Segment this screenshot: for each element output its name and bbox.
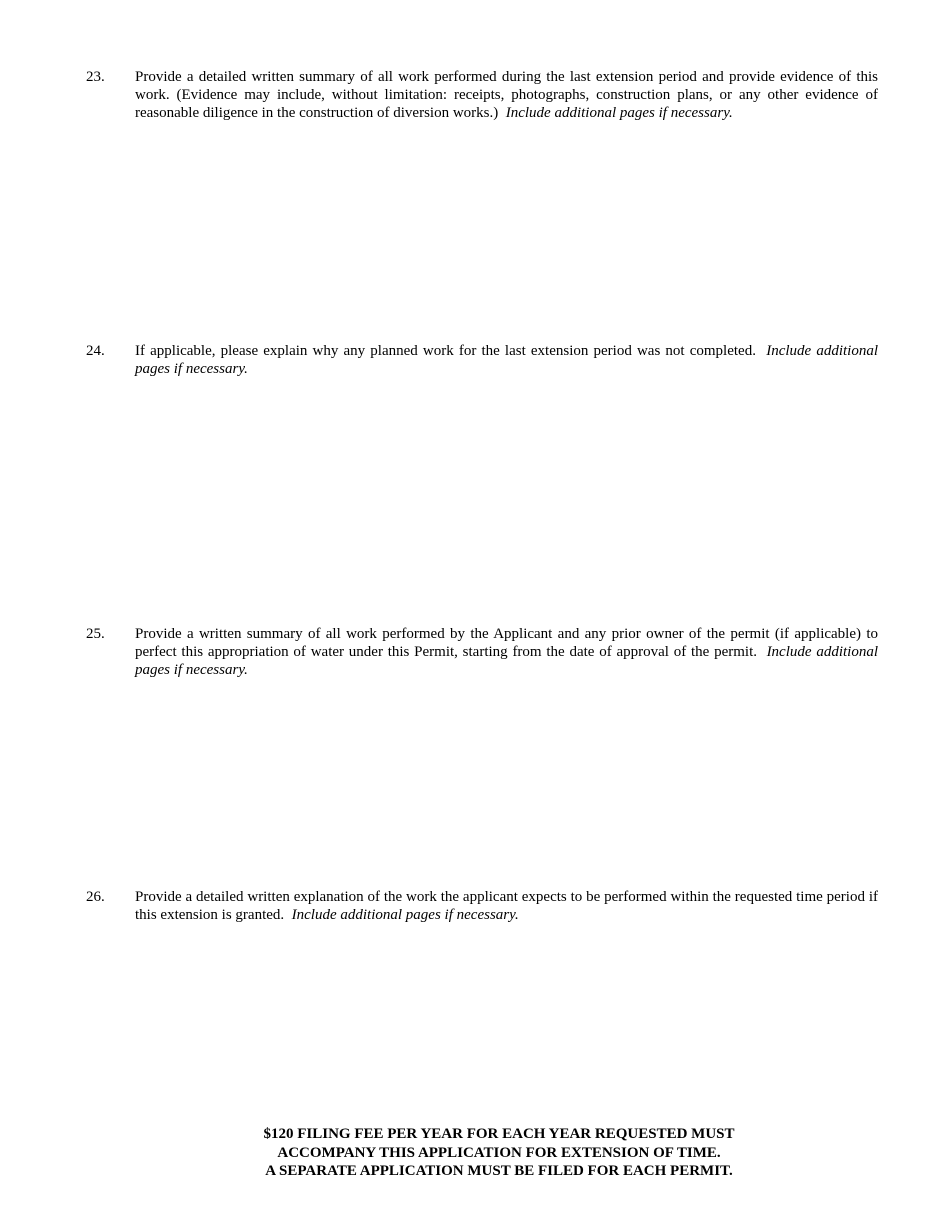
- question-text: [135, 342, 878, 378]
- question-body: Provide a detailed written explanation of the work the applicant expects to be performed within the requested time period if this extension is granted.: [135, 889, 878, 923]
- question-26: [86, 888, 878, 924]
- question-body: Provide a written summary of all work performed by the Applicant and any prior owner of the permit (if applicable) to perfect this appropriation of water under this Permit, starting from the date of approval of the permit.: [135, 626, 878, 660]
- notice-line-3: A SEPARATE APPLICATION MUST BE FILED FOR EACH PERMIT.: [265, 1163, 733, 1179]
- question-number: 23.: [86, 69, 105, 85]
- question-number: 25.: [86, 626, 105, 642]
- question-number: 24.: [86, 343, 105, 359]
- question-23: [86, 68, 878, 122]
- question-text: [135, 68, 878, 122]
- question-note: Include additional pages if necessary.: [291, 907, 519, 923]
- question-25: [86, 625, 878, 679]
- notice-line-2: ACCOMPANY THIS APPLICATION FOR EXTENSION OF TIME.: [277, 1144, 721, 1161]
- question-body: Provide a detailed written summary of all work performed during the last extension period and provide evidence of this work. (Evidence may include, without limitation: receipts, photographs, construction plans, or any other evidence of reasonable diligence in the construction of diversion works.): [135, 69, 878, 121]
- question-text: [135, 625, 878, 679]
- question-note: Include additional pages if necessary.: [505, 105, 733, 121]
- question-note: Include additional pages if necessary.: [135, 343, 878, 377]
- question-body: If applicable, please explain why any planned work for the last extension period was not completed.: [135, 343, 756, 359]
- filing-fee-notice: [0, 1125, 950, 1181]
- question-text: [135, 888, 878, 924]
- notice-line-1: $120 FILING FEE PER YEAR FOR EACH YEAR REQUESTED MUST: [263, 1126, 735, 1142]
- question-number: 26.: [86, 889, 105, 905]
- question-note: Include additional pages if necessary.: [135, 644, 878, 678]
- question-24: [86, 342, 878, 378]
